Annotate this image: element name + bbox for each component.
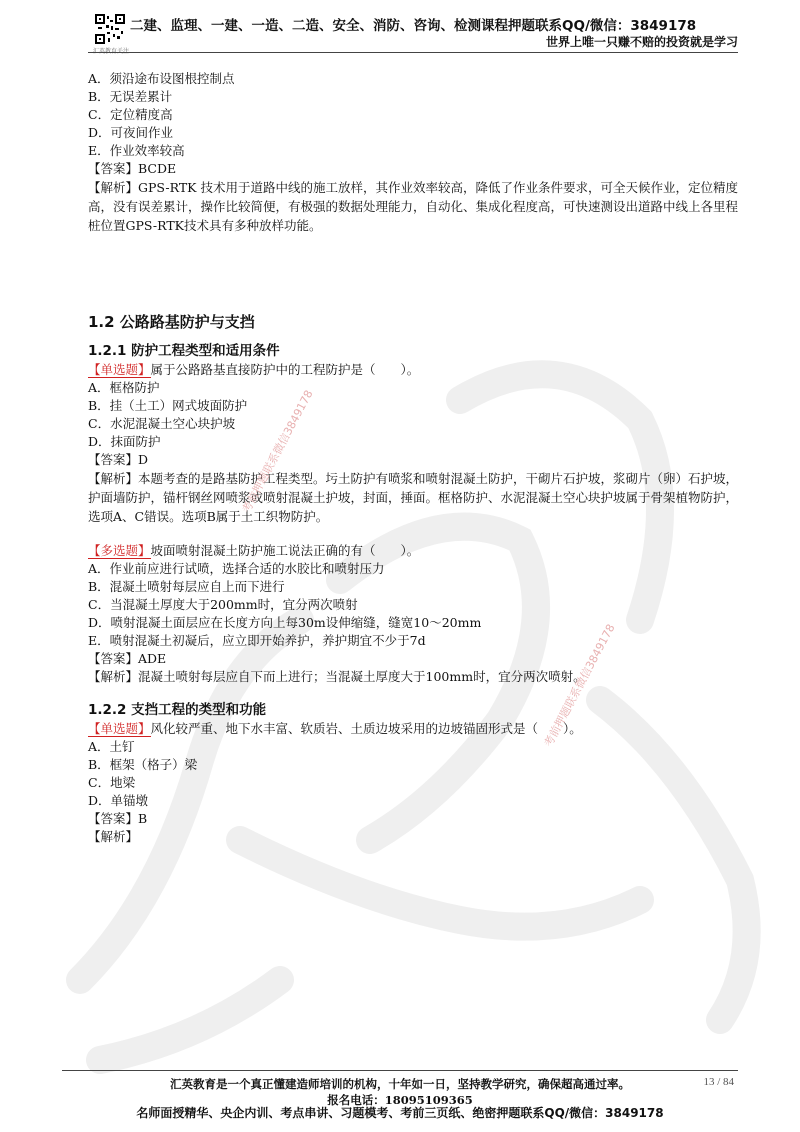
question-2-text: 坡面喷射混凝土防护施工说法正确的有（ ）。 [150,543,420,558]
qr-caption: 汇英教育关注 [92,48,129,55]
question-1-stem [88,361,738,379]
subsection-title-1: 1.2.1 防护工程类型和适用条件 [88,343,280,359]
diagonal-watermark-2: 考前押题联系微信3849178 [541,621,618,750]
q2-option-e: E．喷射混凝土初凝后，应立即开始养护，养护期宜不少于7d [88,633,426,648]
q3-option-c: C．地梁 [88,775,136,790]
question-1-text: 属于公路路基直接防护中的工程防护是（ ）。 [150,362,420,377]
q2-option-a: A．作业前应进行试喷，选择合适的水胶比和喷射压力 [88,561,385,576]
q3-option-a: A．土钉 [88,739,135,754]
option-e: E．作业效率较高 [88,143,185,158]
question-3-text: 风化较严重、地下水丰富、软质岩、土质边坡采用的边坡锚固形式是（ ）。 [150,721,582,736]
option-c: C．定位精度高 [88,107,173,122]
header-divider [88,52,738,53]
q1-option-c: C．水泥混凝土空心块护坡 [88,416,236,431]
footer-divider [62,1070,738,1071]
q3-option-b: B．框架（格子）梁 [88,757,198,772]
header-contact-line: 二建、监理、一建、一造、二造、安全、消防、咨询、检测课程押题联系QQ/微信：3849178 [130,18,697,34]
footer-phone: 报名电话：18095109365 [327,1093,473,1107]
q3-option-d: D．单锚墩 [88,793,149,808]
subsection-title-2: 1.2.2 支挡工程的类型和功能 [88,702,267,718]
q1-answer: 【答案】D [88,452,149,467]
q3-answer: 【答案】B [88,811,148,826]
q2-option-d: D．喷射混凝土面层应在长度方向上每30m设伸缩缝，缝宽10～20mm [88,615,482,630]
footer-slogan: 汇英教育是一个真正懂建造师培训的机构，十年如一日，坚持教学研究，确保超高通过率。 [170,1077,630,1091]
header-slogan: 世界上唯一只赚不赔的投资就是学习 [545,35,738,49]
prev-answer: 【答案】BCDE [88,161,177,176]
diagonal-watermark-1: 考前押题联系微信3849178 [239,387,316,516]
option-a: A．须沿途布设图根控制点 [88,71,235,86]
page-content [88,70,738,846]
question-3-stem [88,720,738,738]
q2-option-b: B．混凝土喷射每层应自上而下进行 [88,579,285,594]
option-b: B．无误差累计 [88,89,173,104]
q2-option-c: C．当混凝土厚度大于200mm时，宜分两次喷射 [88,597,358,612]
page-header [0,0,800,60]
question-type-tag: 【多选题】 [88,543,151,558]
q1-option-a: A．框格防护 [88,380,160,395]
q2-analysis: 【解析】混凝土喷射每层应自下而上进行；当混凝土厚度大于100mm时，宜分两次喷射。 [88,669,586,684]
q3-analysis: 【解析】 [88,829,139,844]
section-title: 1.2 公路路基防护与支挡 [88,313,255,331]
footer-contact: 名师面授精华、央企内训、考点串讲、习题模考、考前三页纸、绝密押题联系QQ/微信：3849178 [136,1106,664,1120]
question-type-tag: 【单选题】 [88,362,151,377]
prev-question-options [88,70,738,160]
q1-option-b: B．挂（土工）网式坡面防护 [88,398,248,413]
page-number: 13 / 84 [703,1076,734,1088]
qr-code-icon [95,14,125,44]
q2-answer: 【答案】ADE [88,651,167,666]
option-d: D．可夜间作业 [88,125,174,140]
q1-option-d: D．抹面防护 [88,434,161,449]
prev-analysis: 【解析】GPS-RTK 技术用于道路中线的施工放样，其作业效率较高，降低了作业条件要求，可全天候作业，定位精度高，没有误差累计，操作比较简便，有极强的数据处理能力，自动化、集成化程度高，可快速测设出道路中线上各里程桩位置GPS-RTK技术具有多种放样功能。 [88,180,739,233]
question-2-stem [88,542,738,560]
q1-analysis: 【解析】本题考查的是路基防护工程类型。圬土防护有喷浆和喷射混凝土防护，干砌片石护坡，浆砌片（卵）石护坡，护面墙防护，锚杆钢丝网喷浆或喷射混凝土护坡，封面，捶面。框格防护、水泥混凝土空心块护坡属于骨架植物防护，选项A、C错误。选项B属于土工织物防护。 [88,471,739,524]
question-type-tag: 【单选题】 [88,721,151,736]
